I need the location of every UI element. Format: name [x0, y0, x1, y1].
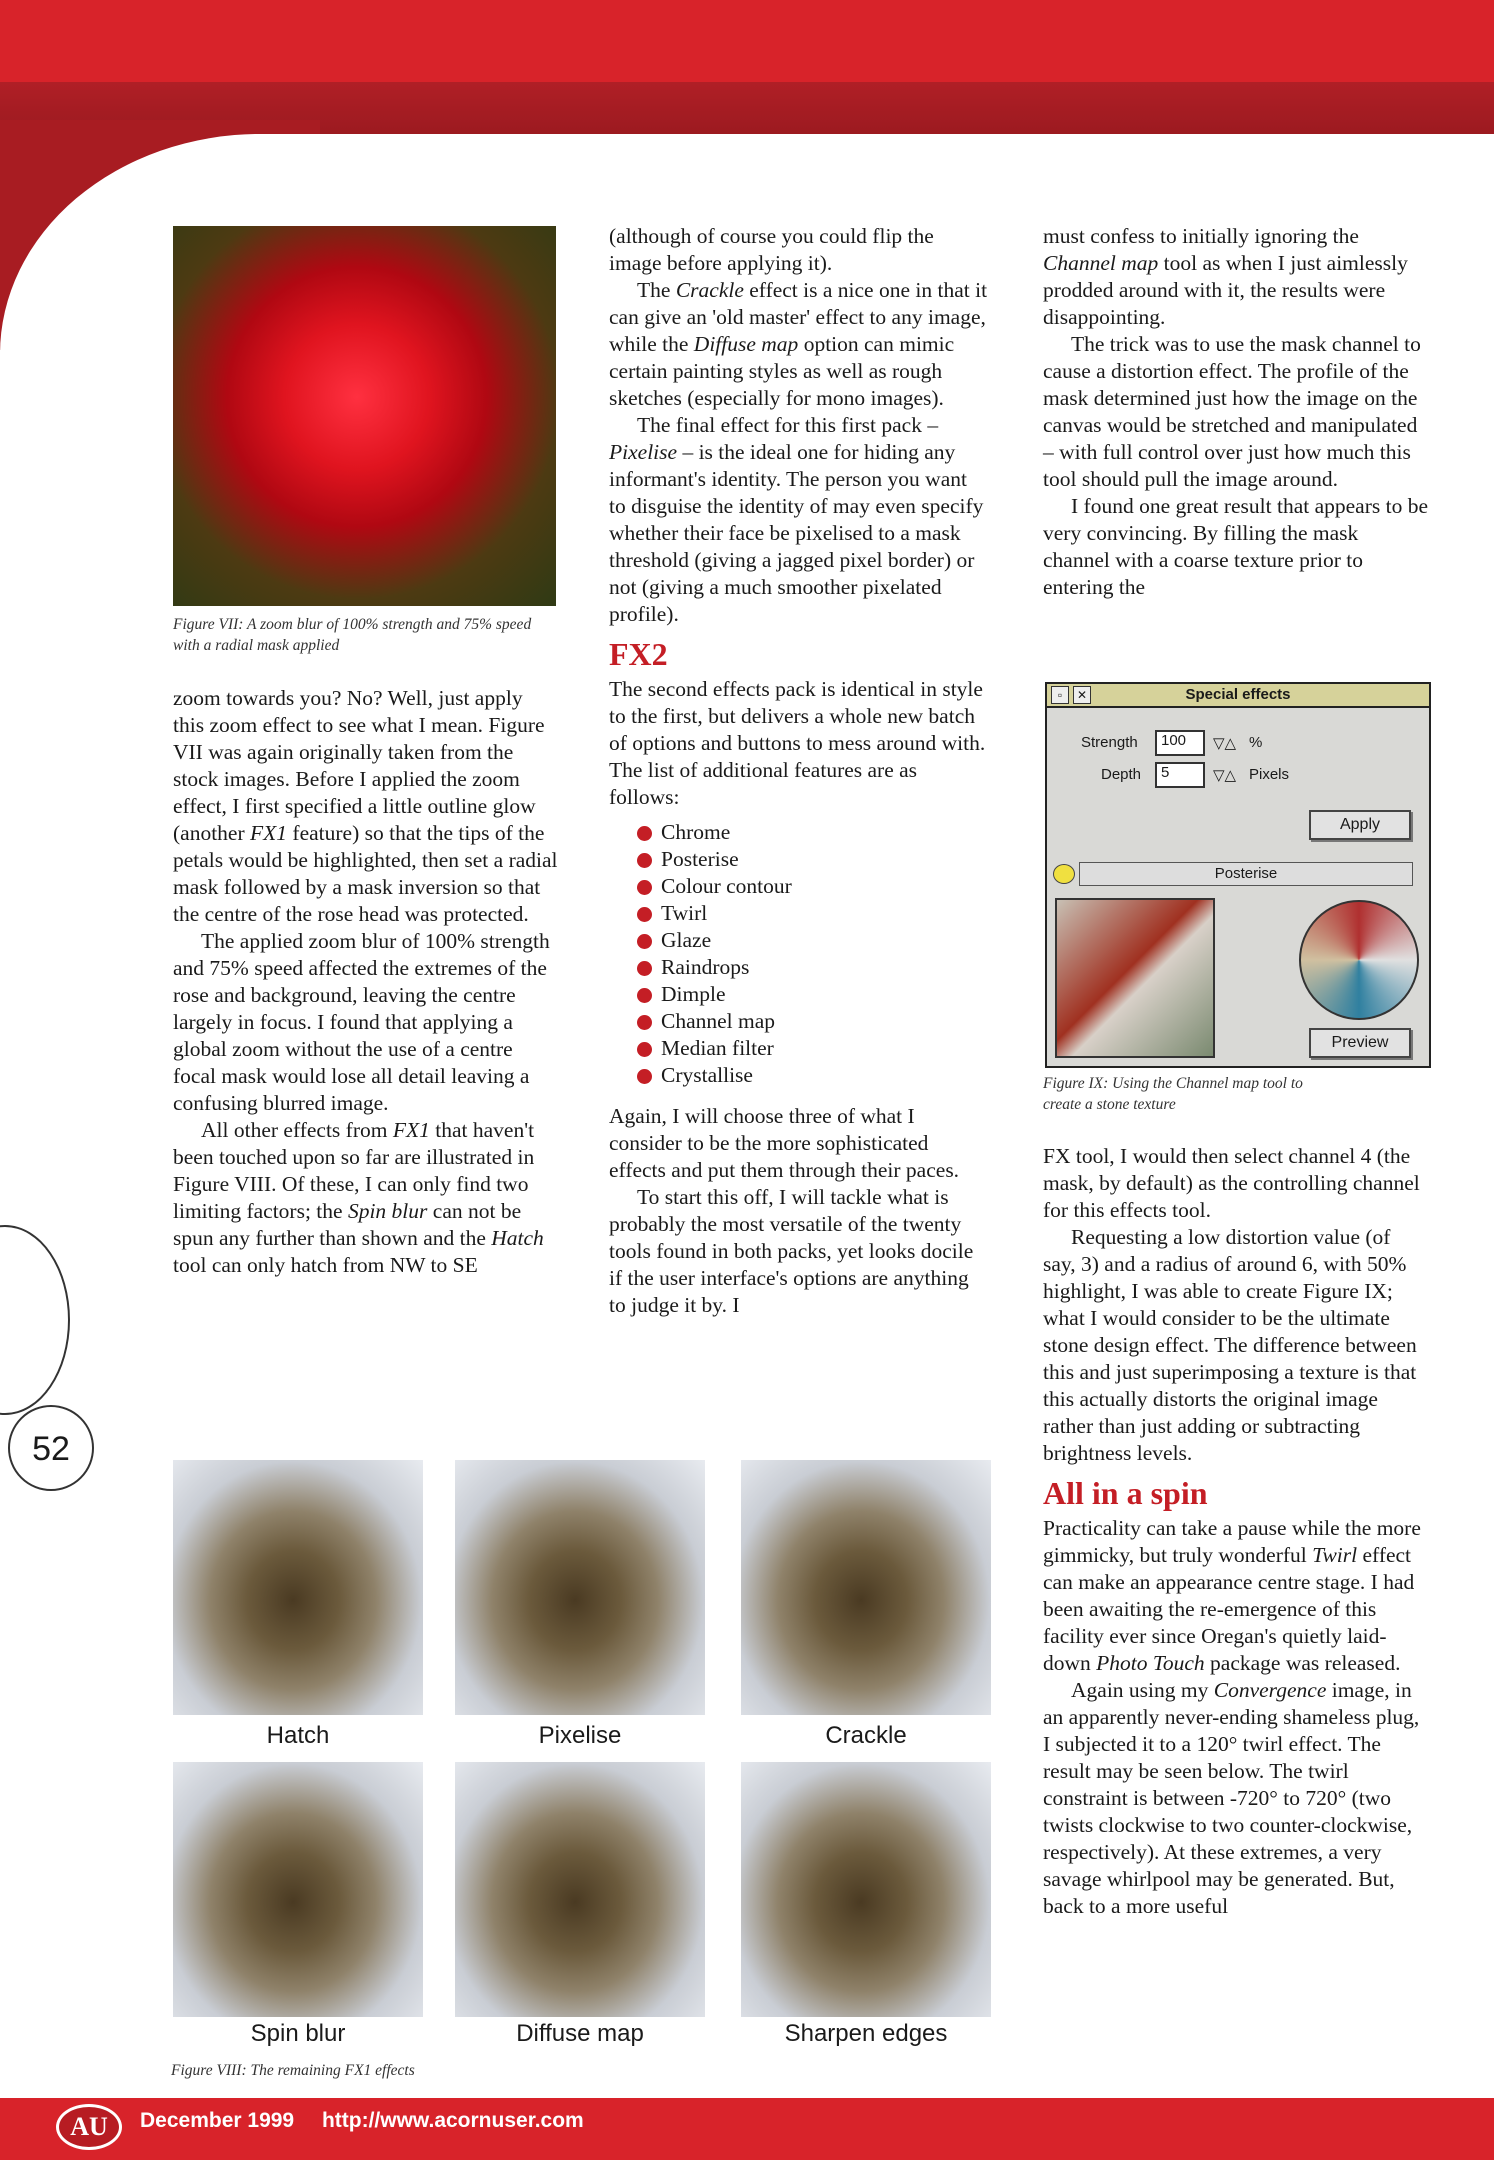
- depth-field[interactable]: 5: [1155, 762, 1205, 788]
- original-thumbnail: [1055, 898, 1215, 1058]
- column-1: [173, 685, 558, 1279]
- strength-unit: %: [1249, 734, 1263, 751]
- heading-all-in-a-spin: All in a spin: [1043, 1475, 1208, 1511]
- rose-image: [173, 226, 556, 606]
- figure-7-caption: Figure VII: A zoom blur of 100% strength and 75% speed with a radial mask applied: [173, 616, 532, 654]
- eye-icon[interactable]: [1053, 864, 1075, 884]
- col3-paragraph-4: FX tool, I would then select channel 4 (the mask, by default) as the controlling channel for this effects tool.: [1043, 1144, 1420, 1222]
- list-item: Glaze: [637, 927, 989, 954]
- list-item: Twirl: [637, 900, 989, 927]
- col2-paragraph-6: Again, I will choose three of what I consider to be the more sophisticated effects and put them through their paces.: [609, 1104, 960, 1182]
- wolf-diffuse-map-image: [455, 1762, 705, 2017]
- window-title-bar[interactable]: [1047, 684, 1429, 708]
- list-item: Raindrops: [637, 954, 989, 981]
- page-number: 52: [8, 1405, 94, 1491]
- wolf-spin-blur-image: [173, 1762, 423, 2017]
- acorn-user-logo: AU: [56, 2104, 122, 2150]
- strength-arrows-icon[interactable]: ▽△: [1213, 735, 1237, 752]
- col2-paragraph-1: (although of course you could flip the image before applying it).: [609, 224, 934, 275]
- label-spin-blur: Spin blur: [250, 2020, 346, 2047]
- col3-paragraph-6: Practicality can take a pause while the more gimmicky, but truly wonderful Twirl effect can make an appearance centre stage. I had been awaiting the re-emergence of this facility ever since Oregan's quietly laid-down Photo Touch package was released.: [1043, 1516, 1421, 1675]
- depth-arrows-icon[interactable]: ▽△: [1213, 767, 1237, 784]
- list-item: Median filter: [637, 1035, 989, 1062]
- list-item: Posterise: [637, 846, 989, 873]
- figure-8-caption: Figure VIII: The remaining FX1 effects: [171, 2062, 415, 2079]
- depth-label: Depth: [1101, 766, 1142, 783]
- list-item: Colour contour: [637, 873, 989, 900]
- figure-8-grid: [173, 1460, 993, 2060]
- wolf-hatch-image: [173, 1460, 423, 1715]
- wolf-pixelise-image: [455, 1460, 705, 1715]
- mode-selector[interactable]: Posterise: [1079, 862, 1413, 886]
- col1-paragraph-1: zoom towards you? No? Well, just apply this zoom effect to see what I mean. Figure VII was again originally taken from the stock images. Before I applied the zoom effect, I first specified a little outline glow (another FX1 feature) so that the tips of the petals would be highlighted, then set a radial mask followed by a mask inversion so that the centre of the rose head was protected.: [173, 686, 558, 926]
- footer-url[interactable]: http://www.acornuser.com: [321, 2109, 584, 2132]
- feature-list: [637, 819, 989, 1089]
- back-icon[interactable]: ▫: [1051, 686, 1069, 704]
- label-pixelise: Pixelise: [538, 1722, 622, 1749]
- window-title: Special effects: [1185, 686, 1291, 703]
- col3-paragraph-1: must confess to initially ignoring the Channel map tool as when I just aimlessly prodded around with it, the results were disappointing.: [1043, 224, 1408, 329]
- depth-unit: Pixels: [1249, 766, 1290, 783]
- col2-paragraph-7: To start this off, I will tackle what is probably the most versatile of the twenty tools found in both packs, yet looks docile if the user interface's options are anything to judge it by. I: [609, 1185, 974, 1317]
- col2-paragraph-2: The Crackle effect is a nice one in that it can give an 'old master' effect to any image, while the Diffuse map option can mimic certain painting styles as well as rough sketches (especially for mono images).: [609, 278, 988, 410]
- col2-paragraph-5: The list of additional features are as follows:: [609, 758, 918, 809]
- list-item: Dimple: [637, 981, 989, 1008]
- col3-paragraph-2: The trick was to use the mask channel to cause a distortion effect. The profile of the mask determined just how the image on the canvas would be stretched and manipulated – with full control over just how much this tool should pull the image around.: [1043, 332, 1421, 491]
- column-2: [609, 223, 989, 1319]
- col2-paragraph-3: The final effect for this first pack – Pixelise – is the ideal one for hiding any informant's identity. The person you want to disguise the identity of may even specify whether their face be pixelised to a mask threshold (giving a jagged pixel border) or not (giving a much smoother pixelated profile).: [609, 413, 984, 626]
- label-crackle: Crackle: [825, 1722, 907, 1749]
- column-3-bottom: [1043, 1143, 1428, 1920]
- col3-paragraph-3: I found one great result that appears to be very convincing. By filling the mask channel with a coarse texture prior to entering the: [1043, 494, 1429, 599]
- label-diffuse-map: Diffuse map: [516, 2020, 644, 2047]
- label-sharpen-edges: Sharpen edges: [784, 2020, 948, 2047]
- col3-paragraph-7: Again using my Convergence image, in an apparently never-ending shameless plug, I subjected it to a 120° twirl effect. The result may be seen below. The twirl constraint is between -720° to 720° (two twists clockwise to two counter-clockwise, respectively). At these extremes, a very savage whirlpool may be generated. But, back to a more useful: [1043, 1678, 1420, 1918]
- list-item: Crystallise: [637, 1062, 989, 1089]
- col1-paragraph-2: The applied zoom blur of 100% strength and 75% speed affected the extremes of the rose and background, leaving the centre largely in focus. I found that applying a global zoom without the use of a centre focal mask would lose all detail leaving a confusing blurred image.: [173, 929, 550, 1115]
- strength-label: Strength: [1081, 734, 1138, 751]
- col1-paragraph-3: All other effects from FX1 that haven't been touched upon so far are illustrated in Figure VIII. Of these, I can only find two limiting factors; the Spin blur can not be spun any further than shown and the Hatch tool can only hatch from NW to SE: [173, 1118, 544, 1277]
- preview-thumbnail: [1299, 900, 1419, 1020]
- column-3-top: [1043, 223, 1428, 601]
- col2-paragraph-4: The second effects pack is identical in style to the first, but delivers a whole new batch of options and buttons to mess around with.: [609, 677, 986, 755]
- col3-paragraph-5: Requesting a low distortion value (of say, 3) and a radius of around 6, with 50% highlight, I was able to create Figure IX; what I would consider to be the ultimate stone design effect. The difference between this and just superimposing a texture is that this actually distorts the original image rather than just adding or subtracting brightness levels.: [1043, 1225, 1417, 1465]
- strength-field[interactable]: 100: [1155, 730, 1205, 756]
- label-hatch: Hatch: [266, 1722, 330, 1749]
- list-item: Channel map: [637, 1008, 989, 1035]
- top-band: [0, 0, 1494, 82]
- figure-9-caption: Figure IX: Using the Channel map tool to create a stone texture: [1043, 1075, 1303, 1113]
- footer: [140, 2105, 606, 2137]
- close-icon[interactable]: ✕: [1073, 686, 1091, 704]
- footer-date: December 1999: [140, 2109, 295, 2132]
- wolf-sharpen-edges-image: [741, 1762, 991, 2017]
- apply-button[interactable]: Apply: [1309, 810, 1411, 840]
- special-effects-window: [1045, 682, 1431, 1068]
- page-tab-arc: [0, 1225, 70, 1415]
- heading-fx2: FX2: [609, 636, 668, 672]
- wolf-crackle-image: [741, 1460, 991, 1715]
- list-item: Chrome: [637, 819, 989, 846]
- preview-button[interactable]: Preview: [1309, 1028, 1411, 1058]
